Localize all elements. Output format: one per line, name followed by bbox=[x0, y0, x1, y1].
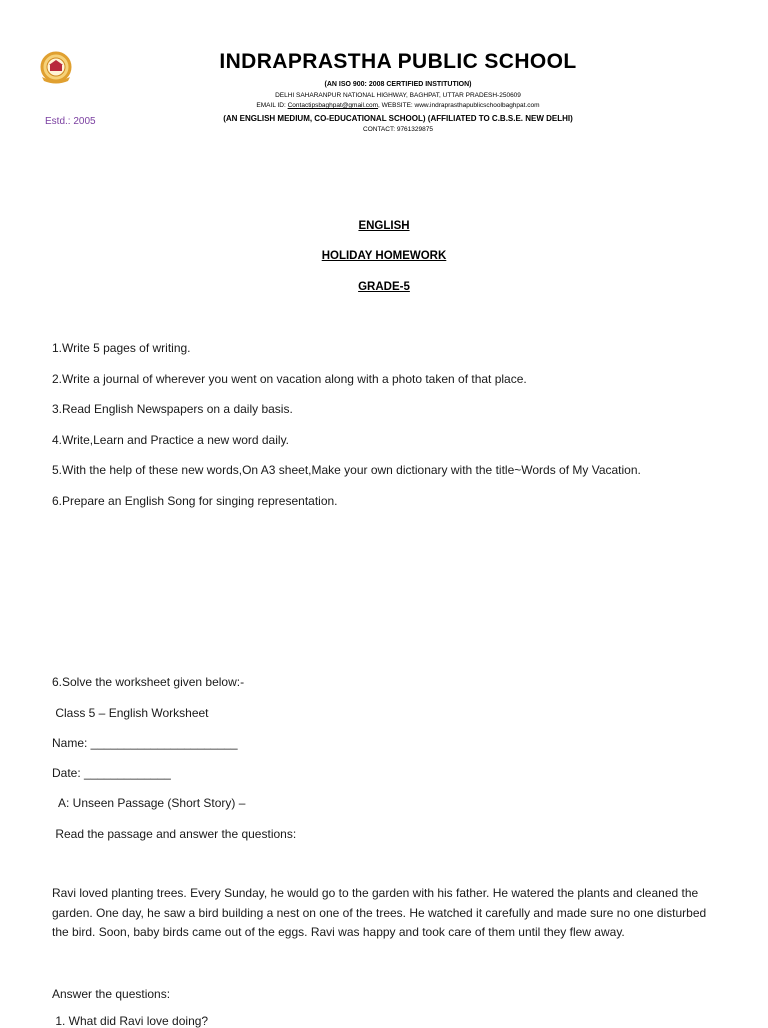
section-a-heading: A: Unseen Passage (Short Story) – bbox=[52, 796, 246, 810]
worksheet-title: Class 5 – English Worksheet bbox=[52, 706, 209, 720]
subject-title: ENGLISH bbox=[358, 220, 410, 232]
task-item: 4.Write,Learn and Practice a new word daily. bbox=[52, 433, 290, 447]
affiliation-line: (AN ENGLISH MEDIUM, CO-EDUCATIONAL SCHOOL) (AFFILIATED TO C.B.S.E. NEW DELHI) bbox=[223, 114, 573, 123]
task-item: 2.Write a journal of wherever you went on vacation along with a photo taken of that place. bbox=[52, 372, 527, 386]
worksheet-intro: 6.Solve the worksheet given below:- bbox=[52, 675, 245, 689]
website-label: , WEBSITE: bbox=[378, 102, 415, 109]
contact-email-line bbox=[0, 102, 768, 109]
grade-title: GRADE-5 bbox=[358, 281, 410, 293]
established-year: Estd.: 2005 bbox=[45, 116, 96, 127]
task-item: 3.Read English Newspapers on a daily basis. bbox=[52, 402, 293, 416]
website-link[interactable]: www.indraprasthapublicschoolbaghpat.com bbox=[414, 102, 540, 109]
school-address: DELHI SAHARANPUR NATIONAL HIGHWAY, BAGHPAT, UTTAR PRADESH-250609 bbox=[275, 92, 521, 99]
email-label: EMAIL ID: bbox=[256, 102, 288, 109]
email-link[interactable]: Contactipsbaghpat@gmail.com bbox=[287, 102, 379, 109]
school-name: INDRAPRASTHA PUBLIC SCHOOL bbox=[219, 50, 577, 73]
contact-number: CONTACT: 9761329875 bbox=[363, 126, 433, 133]
name-field: Name: ______________________ bbox=[52, 736, 238, 750]
passage-instruction: Read the passage and answer the questions: bbox=[52, 827, 297, 841]
task-item: 1.Write 5 pages of writing. bbox=[52, 341, 191, 355]
unseen-passage: Ravi loved planting trees. Every Sunday, he would go to the garden with his father. He watered the plants and cleaned the garden. One day, he saw a bird building a nest on one of the trees. He watched it carefully and made sure no one disturbed the bird. Soon, baby birds came out of the eggs. Ravi was happy and took care of them until they flew away. bbox=[52, 886, 707, 939]
homework-title: HOLIDAY HOMEWORK bbox=[321, 250, 447, 262]
task-item: 6.Prepare an English Song for singing representation. bbox=[52, 494, 338, 508]
date-field: Date: _____________ bbox=[52, 766, 171, 780]
task-item: 5.With the help of these new words,On A3 sheet,Make your own dictionary with the title~Words of My Vacation. bbox=[52, 463, 641, 477]
answer-heading: Answer the questions: bbox=[52, 987, 171, 1001]
question-item: 1. What did Ravi love doing? bbox=[52, 1014, 209, 1028]
iso-certification: (AN ISO 900: 2008 CERTIFIED INSTITUTION) bbox=[324, 81, 472, 88]
